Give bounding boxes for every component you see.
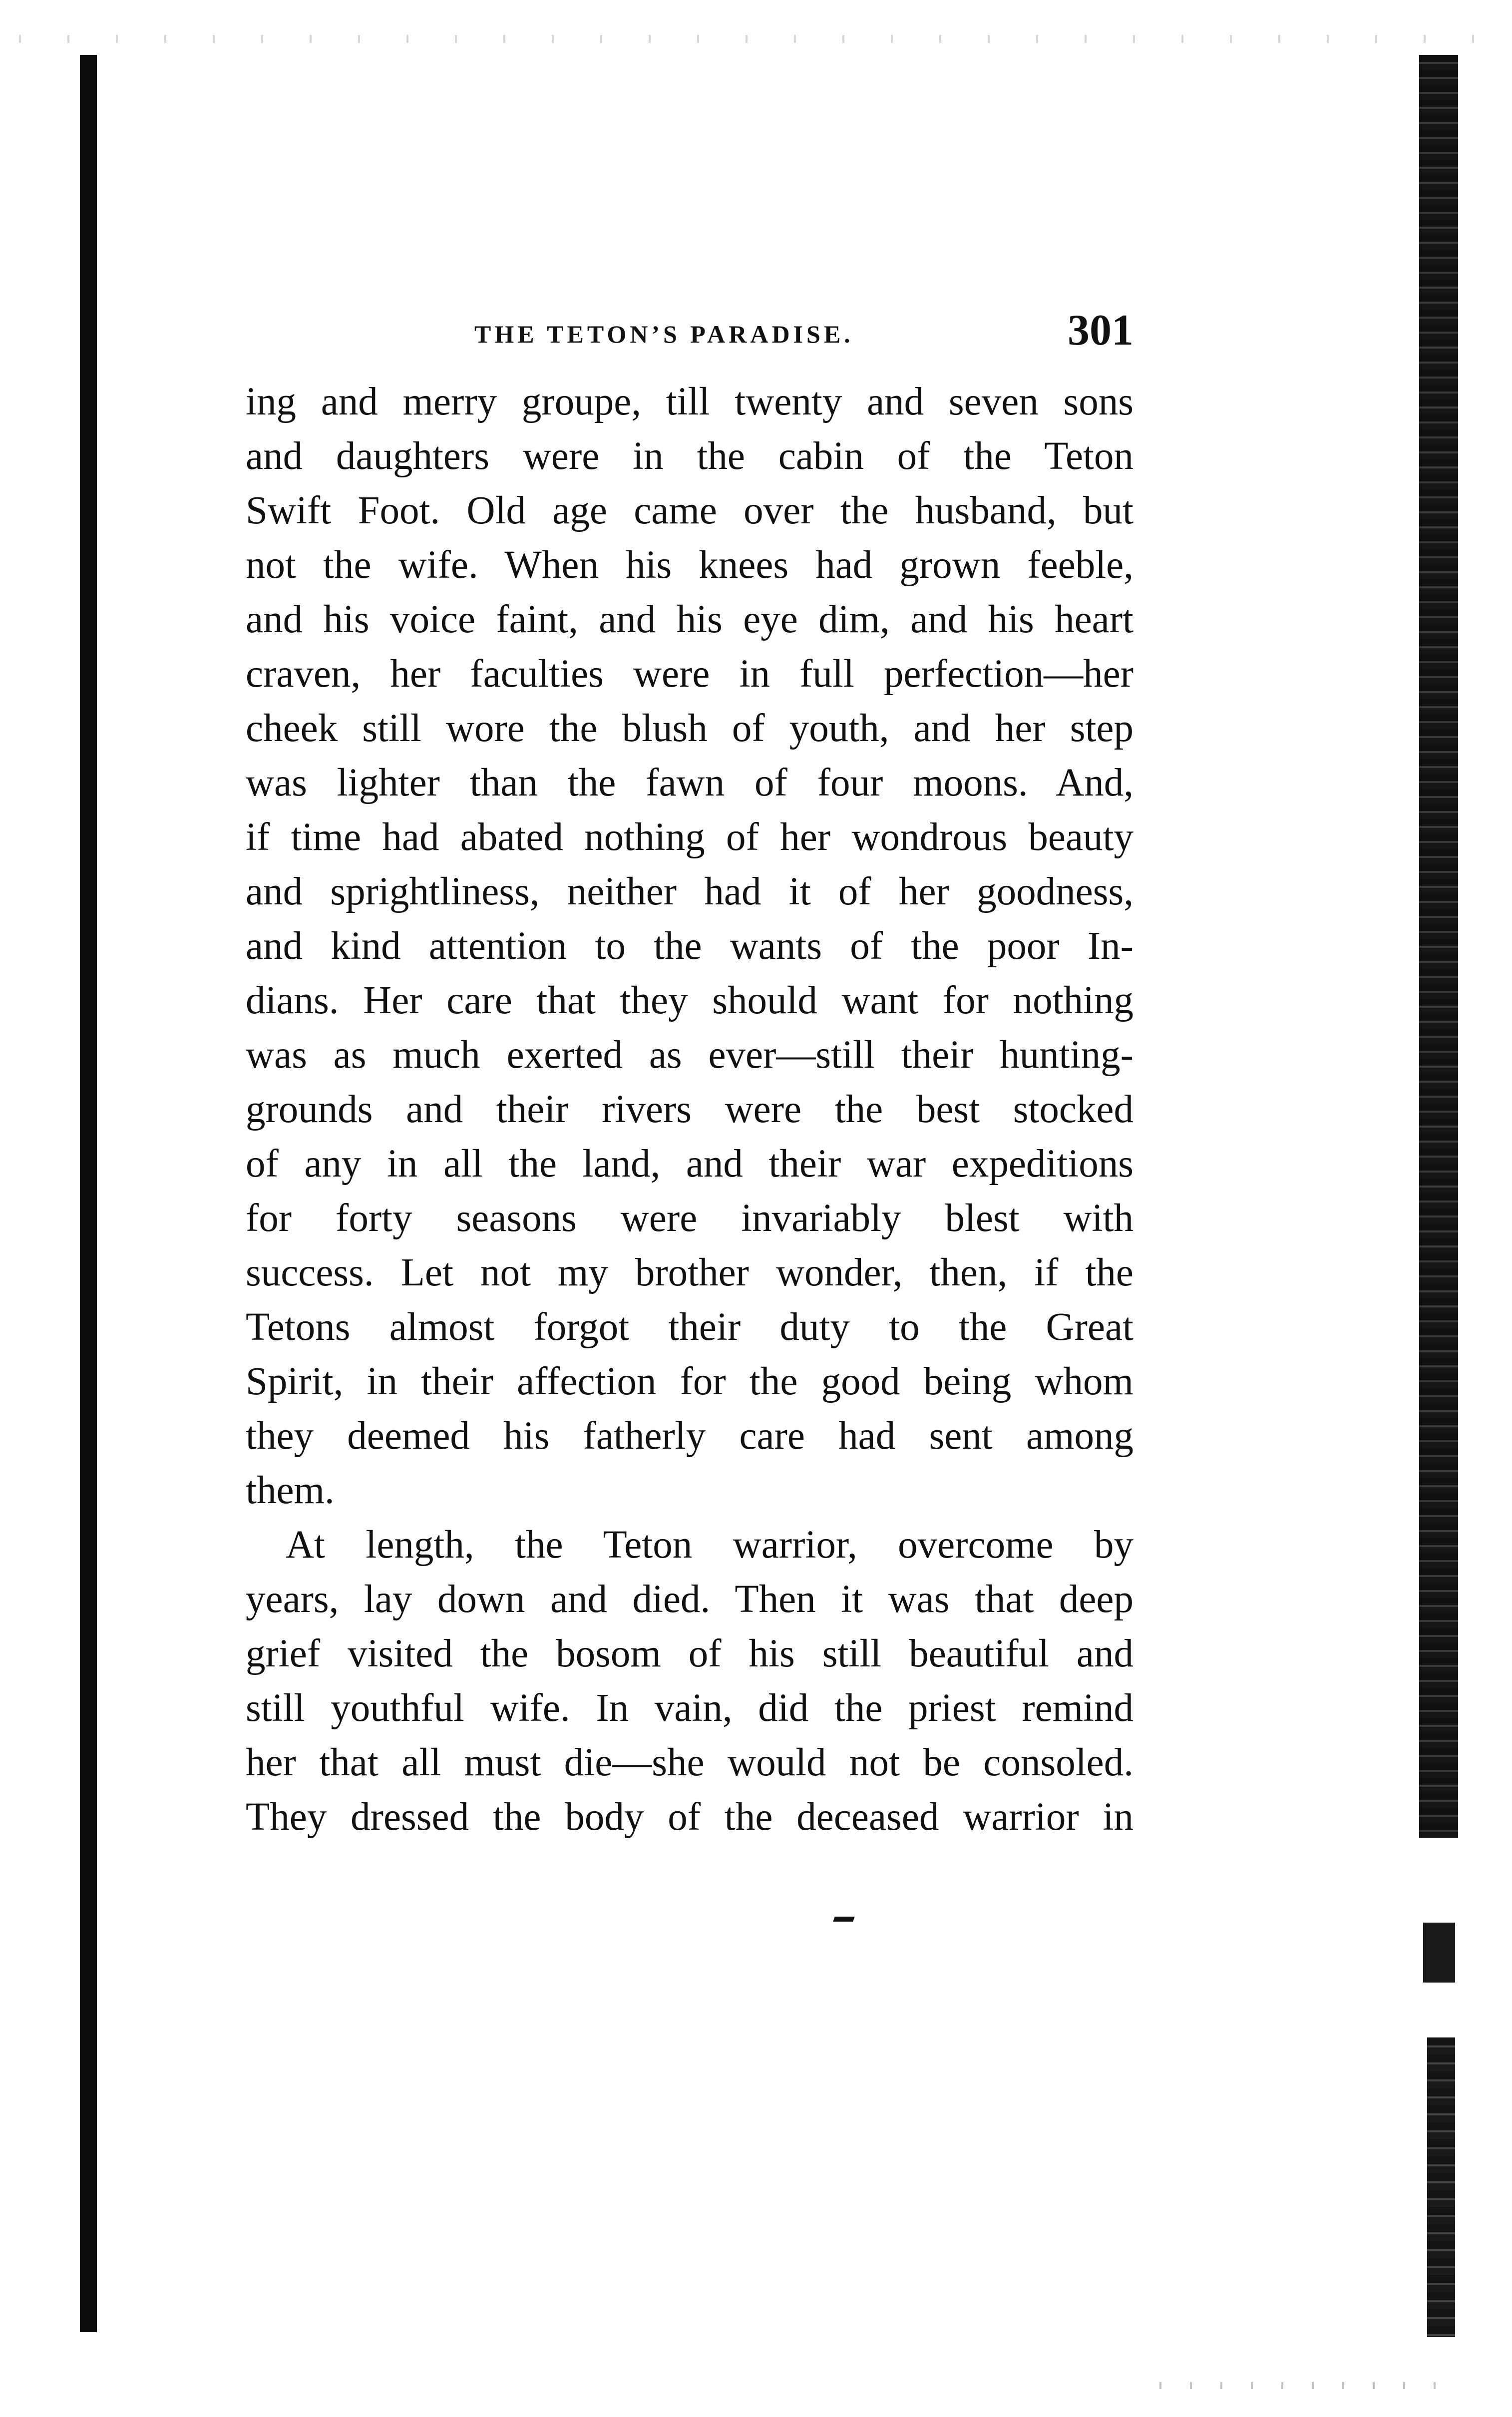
text-line: Swift Foot. Old age came over the husband, but xyxy=(246,489,1134,532)
text-line: was as much exerted as ever—still their hunting- xyxy=(246,1033,1134,1077)
text-line: At length, the Teton warrior, overcome by xyxy=(286,1523,1134,1567)
body-text xyxy=(246,375,1134,1844)
text-line: They dressed the body of the deceased warrior in xyxy=(246,1795,1134,1839)
page-number: 301 xyxy=(1068,306,1134,355)
text-line: not the wife. When his knees had grown feeble, xyxy=(246,543,1134,587)
text-line: of any in all the land, and their war expeditions xyxy=(246,1142,1134,1186)
text-line: her that all must die—she would not be consoled. xyxy=(246,1741,1134,1784)
text-line: they deemed his fatherly care had sent among xyxy=(246,1414,1134,1458)
text-line: and his voice faint, and his eye dim, and his heart xyxy=(246,598,1134,641)
text-line: them. xyxy=(246,1469,335,1512)
scan-top-speckle xyxy=(0,35,1512,43)
text-line: ing and merry groupe, till twenty and seven sons xyxy=(246,380,1134,423)
text-line: success. Let not my brother wonder, then, if the xyxy=(246,1251,1134,1294)
text-line: for forty seasons were invariably blest with xyxy=(246,1197,1134,1240)
text-line: Tetons almost forgot their duty to the Great xyxy=(246,1305,1134,1349)
text-line: cheek still wore the blush of youth, and her step xyxy=(246,707,1134,750)
text-line: still youthful wife. In vain, did the priest remind xyxy=(246,1686,1134,1730)
paragraph-2 xyxy=(246,1518,1134,1844)
text-line: and sprightliness, neither had it of her goodness, xyxy=(246,870,1134,913)
text-line: was lighter than the fawn of four moons. And, xyxy=(246,761,1134,805)
page-header xyxy=(245,306,1134,369)
text-line: grief visited the bosom of his still beautiful and xyxy=(246,1632,1134,1675)
text-line: if time had abated nothing of her wondrous beauty xyxy=(246,815,1134,859)
text-line: dians. Her care that they should want for nothing xyxy=(246,979,1134,1022)
text-line: years, lay down and died. Then it was that deep xyxy=(246,1578,1134,1621)
scan-right-edge-fragment xyxy=(1423,1923,1455,1983)
text-line: grounds and their rivers were the best stocked xyxy=(246,1088,1134,1131)
scan-left-edge xyxy=(80,55,97,2332)
scan-bottom-speckle xyxy=(1148,2382,1448,2389)
scan-right-edge-lower xyxy=(1427,2037,1455,2337)
catchword-mark xyxy=(833,1917,855,1922)
text-line: Spirit, in their affection for the good being whom xyxy=(246,1360,1134,1403)
text-line: craven, her faculties were in full perfection—her xyxy=(246,652,1134,696)
paragraph-1 xyxy=(246,375,1134,1518)
scan-right-edge xyxy=(1419,55,1458,1838)
text-line: and kind attention to the wants of the poor In- xyxy=(246,924,1134,968)
text-line: and daughters were in the cabin of the Teton xyxy=(246,434,1134,478)
running-head: THE TETON’S PARADISE. xyxy=(474,320,854,348)
